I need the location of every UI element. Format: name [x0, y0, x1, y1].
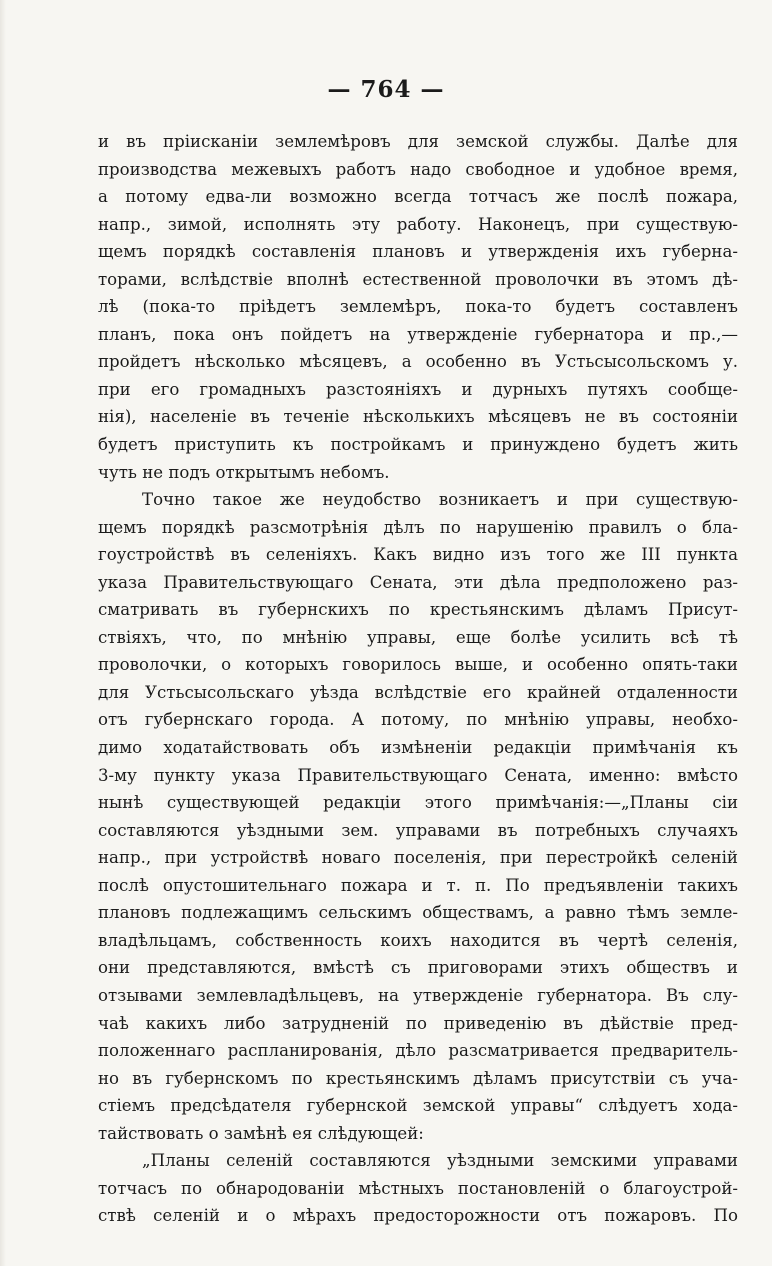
text-line: проволочки, о которыхъ говорилось выше, и особенно опять-таки — [98, 655, 738, 675]
text-line: лѣ (пока-то прiѣдетъ землемѣръ, пока-то будетъ составленъ — [98, 297, 738, 317]
paragraph-1 — [98, 128, 738, 486]
text-line: составляются уѣздными зем. управами въ потребныхъ случаяхъ — [98, 820, 738, 840]
text-line: тайствовать о замѣнѣ ея слѣдующей: — [98, 1123, 424, 1143]
page-number: — 764 — — [327, 76, 445, 103]
text-line: нынѣ существующей редакцiи этого примѣчанiя:—„Планы сiи — [98, 793, 738, 813]
text-line: Точно такое же неудобство возникаетъ и при существую- — [142, 490, 738, 510]
text-line: при его громадныхъ разстоянiяхъ и дурныхъ путяхъ сообще- — [98, 379, 738, 399]
text-line: тотчасъ по обнародованiи мѣстныхъ постановленiй о благоустрой- — [98, 1178, 738, 1198]
text-line: щемъ порядкѣ разсмотрѣнiя дѣлъ по нарушенiю правилъ о бла- — [98, 517, 738, 537]
text-line: отзывами землевладѣльцевъ, на утвержденiе губернатора. Въ слу- — [98, 985, 738, 1005]
text-line: ствiяхъ, что, по мнѣнiю управы, еще болѣе усилить всѣ тѣ — [98, 627, 738, 647]
text-line: плановъ подлежащимъ сельскимъ обществамъ, а равно тѣмъ земле- — [98, 903, 738, 923]
text-line: будетъ приступить къ постройкамъ и принуждено будетъ жить — [98, 435, 738, 455]
text-line: димо ходатайствовать объ измѣненiи редакцiи примѣчанiя къ — [98, 738, 738, 758]
body-text — [98, 128, 738, 1230]
paragraph-3 — [98, 1147, 738, 1230]
text-line: чаѣ какихъ либо затрудненiй по приведенiю въ дѣйствiе пред- — [98, 1013, 738, 1033]
text-line: напр., зимой, исполнять эту работу. Наконецъ, при существую- — [98, 214, 738, 234]
text-line: положеннаго распланированiя, дѣло разсматривается предваритель- — [98, 1041, 738, 1061]
text-line: пройдетъ нѣсколько мѣсяцевъ, а особенно въ Устьсысольскомъ у. — [98, 352, 738, 372]
text-line: сматривать въ губернскихъ по крестьянскимъ дѣламъ Присут- — [98, 600, 738, 620]
page-edge-shadow — [0, 0, 6, 1266]
text-line: для Устьсысольскаго уѣзда вслѣдствiе его крайней отдаленности — [98, 682, 738, 702]
text-line: ствѣ селенiй и о мѣрахъ предосторожности отъ пожаровъ. По — [98, 1206, 738, 1226]
text-line: а потому едва-ли возможно всегда тотчасъ же послѣ пожара, — [98, 187, 738, 207]
text-line: производства межевыхъ работъ надо свободное и удобное время, — [98, 159, 738, 179]
text-line: торами, вслѣдствiе вполнѣ естественной проволочки въ этомъ дѣ- — [98, 269, 738, 289]
text-line: щемъ порядкѣ составленiя плановъ и утвержденiя ихъ губерна- — [98, 242, 738, 262]
text-line: послѣ опустошительнаго пожара и т. п. По предъявленiи такихъ — [98, 875, 738, 895]
text-line: но въ губернскомъ по крестьянскимъ дѣламъ присутствiи съ уча- — [98, 1068, 738, 1088]
text-line: напр., при устройствѣ новаго поселенiя, при перестройкѣ селенiй — [98, 848, 738, 868]
text-line: нiя), населенiе въ теченiе нѣсколькихъ мѣсяцевъ не въ состоянiи — [98, 407, 738, 427]
text-line: и въ прiисканiи землемѣровъ для земской службы. Далѣе для — [98, 132, 738, 151]
text-line: они представляются, вмѣстѣ съ приговорами этихъ обществъ и — [98, 958, 738, 978]
text-line: „Планы селенiй составляются уѣздными земскими управами — [142, 1151, 738, 1171]
text-line: указа Правительствующаго Сената, эти дѣла предположено раз- — [98, 572, 738, 592]
paragraph-2 — [98, 486, 738, 1147]
text-line: планъ, пока онъ пойдетъ на утвержденiе губернатора и пр.,— — [98, 324, 738, 344]
text-line: чуть не подъ открытымъ небомъ. — [98, 462, 390, 482]
text-line: гоустройствѣ въ селенiяхъ. Какъ видно изъ того же III пункта — [98, 545, 738, 565]
text-line: отъ губернскаго города. А потому, по мнѣнiю управы, необхо- — [98, 710, 738, 730]
text-line: стiемъ предсѣдателя губернской земской управы“ слѣдуетъ хода- — [98, 1096, 738, 1116]
text-line: владѣльцамъ, собственность коихъ находится въ чертѣ селенiя, — [98, 930, 738, 950]
text-line: 3-му пункту указа Правительствующаго Сената, именно: вмѣсто — [98, 765, 738, 785]
